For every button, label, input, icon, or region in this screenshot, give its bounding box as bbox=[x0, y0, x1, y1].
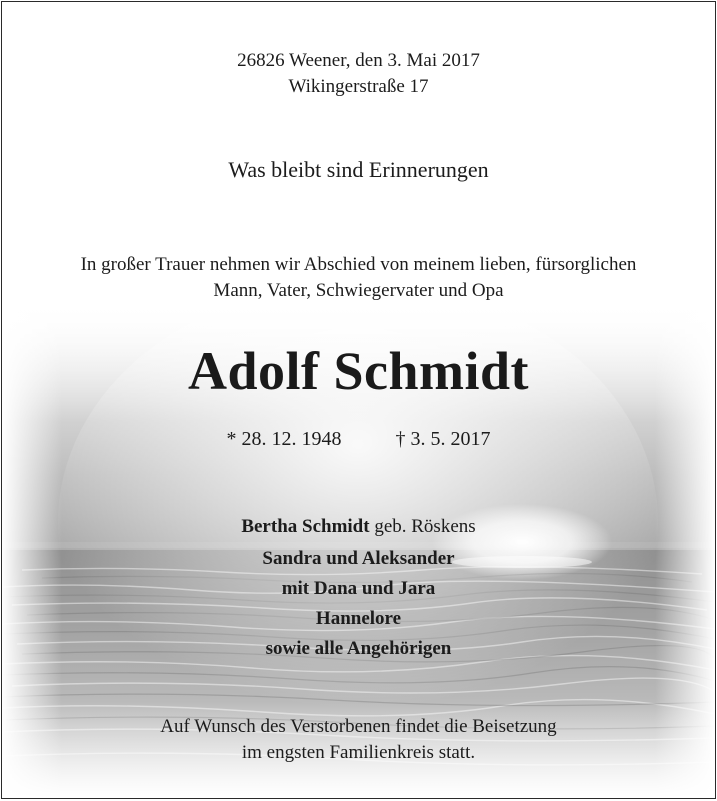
street-address: Wikingerstraße 17 bbox=[288, 76, 429, 97]
mourner-wife-name: Bertha Schmidt bbox=[241, 516, 370, 537]
place-date: 26826 Weener, den 3. Mai 2017 bbox=[237, 50, 480, 71]
intro-line-2: Mann, Vater, Schwiegervater und Opa bbox=[213, 280, 504, 301]
closing-line-2: im engsten Familienkreis statt. bbox=[241, 742, 476, 763]
mourner-wife-maiden: geb. Röskens bbox=[374, 516, 476, 537]
mourner-line-3: mit Dana und Jara bbox=[281, 578, 436, 599]
obituary-notice bbox=[1, 1, 716, 799]
death-date: † 3. 5. 2017 bbox=[395, 428, 491, 450]
intro-line-1: In großer Trauer nehmen wir Abschied von meinem lieben, fürsorglichen bbox=[80, 254, 637, 275]
mourner-line-1 bbox=[2, 516, 715, 538]
closing-line-1: Auf Wunsch des Verstorbenen findet die Beisetzung bbox=[160, 716, 557, 737]
birth-date: * 28. 12. 1948 bbox=[226, 428, 342, 450]
deceased-name: Adolf Schmidt bbox=[187, 341, 530, 401]
life-dates bbox=[2, 428, 715, 451]
mourner-line-4: Hannelore bbox=[315, 608, 402, 629]
mourner-line-5: sowie alle Angehörigen bbox=[265, 638, 452, 659]
mourner-line-2: Sandra und Aleksander bbox=[262, 548, 455, 569]
motto: Was bleibt sind Erinnerungen bbox=[228, 157, 489, 182]
